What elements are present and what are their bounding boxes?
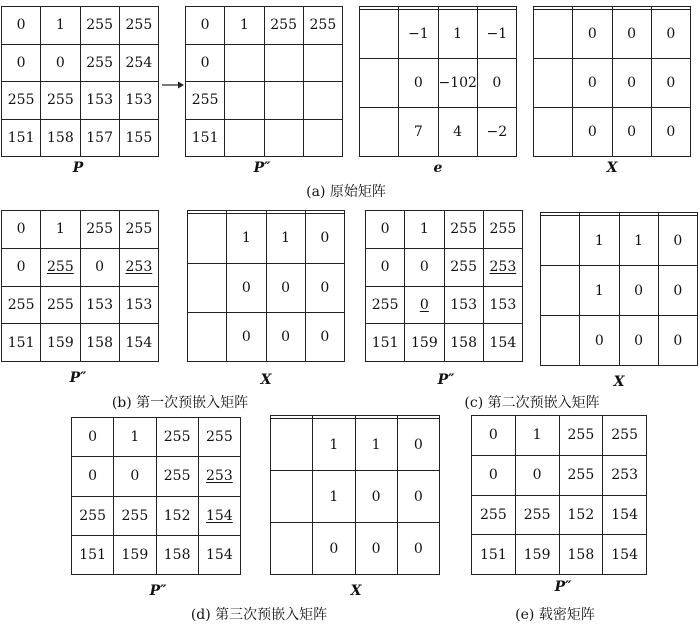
matrix-row [2,211,159,249]
matrix-cell [534,108,573,157]
matrix-row [472,495,647,535]
matrix-cell: 0 [515,455,559,495]
matrix-row [271,471,440,523]
matrix-cell: 0 [651,10,690,59]
matrix-row [541,216,698,266]
matrix-row [72,418,241,457]
matrix-cell: 4 [438,108,477,157]
matrix-cell [264,82,303,120]
matrix-cell [360,10,399,59]
matrix-cell: 151 [366,324,405,362]
matrix-row [366,211,523,249]
matrix-row [472,455,647,495]
matrix-cell: 255 [366,286,405,324]
matrix-row [186,7,343,45]
matrix-cell: 0 [658,266,697,316]
matrix-cell: 154 [603,535,647,575]
matrix-cell: 1 [41,7,80,45]
matrix-cell [264,119,303,157]
matrix-cell [541,316,580,366]
modified-value: 253 [206,468,233,485]
matrix-cell: 0 [619,266,658,316]
matrix-cell: 255 [186,82,225,120]
matrix-cell [303,44,342,82]
matrix-cell: 255 [41,82,80,120]
matrix-cell: 158 [156,535,198,574]
matrix-label-x: X [606,160,618,176]
matrix-row [2,7,159,45]
matrix-cell: 153 [80,286,119,324]
matrix-row [271,523,440,575]
matrix-cell: 255 [156,457,198,496]
matrix-cell [541,266,580,316]
matrix-cell [225,119,264,157]
matrix-cell: 0 [2,7,41,45]
matrix-cell: 0 [114,457,156,496]
matrix-cell [360,108,399,157]
matrix-row [360,10,517,59]
arrow-right-icon [162,75,184,94]
matrix-cell: −2 [477,108,516,157]
matrix-row [2,286,159,324]
matrix-cell: 0 [72,418,114,457]
matrix-cell: 1 [114,418,156,457]
matrix-cell: 255 [559,416,603,456]
matrix-row [186,44,343,82]
matrix-cell: 0 [397,471,439,523]
matrix-row [472,535,647,575]
matrix-row [72,457,241,496]
matrix-cell: 158 [41,119,80,157]
matrix-cell: 0 [41,44,80,82]
matrix-cell: 159 [41,324,80,362]
matrix-cell: 0 [2,211,41,249]
matrix-label-x: X [613,374,625,390]
matrix-row [534,59,691,108]
modified-value: 154 [206,507,233,524]
matrix-cell: 1 [580,216,619,266]
matrix-cell [188,312,227,361]
matrix-cell: 7 [399,108,438,157]
matrix-cell: 0 [305,263,344,312]
matrix-row [472,416,647,456]
matrix-label-x: X [260,372,272,388]
matrix-cell: 0 [573,59,612,108]
matrix-cell: 0 [651,108,690,157]
matrix-cell [271,471,313,523]
matrix-row [366,324,523,362]
matrix-row [72,496,241,535]
matrix-cell: 1 [227,214,266,263]
matrix-cell: 0 [612,59,651,108]
matrix-cell: 1 [41,211,80,249]
matrix-cell: 0 [658,216,697,266]
matrix-cell: 1 [438,10,477,59]
matrix-cell: 0 [658,316,697,366]
matrix-row [188,214,345,263]
matrix-cell: 0 [580,316,619,366]
matrix-label-p-double-prime: P″ [69,370,87,386]
matrix-cell [225,44,264,82]
matrix-cell: 0 [399,59,438,108]
caption-b: (b) 第一次预嵌入矩阵 [111,395,249,411]
matrix-cell: 0 [227,312,266,361]
matrix-cell: 154 [483,324,522,362]
matrix-cell: 1 [355,419,397,471]
matrix-cell: 159 [405,324,444,362]
matrix-cell: 1 [313,419,355,471]
matrix-cell: 153 [444,286,483,324]
matrix-row [188,263,345,312]
matrix-cell [303,82,342,120]
matrix-cell: 0 [266,312,305,361]
matrix-cell [405,286,444,324]
matrix-row [534,108,691,157]
matrix-x-initial [533,6,691,157]
matrix-row [72,535,241,574]
matrix-cell [264,44,303,82]
modified-value: 255 [47,259,74,276]
matrix-cell: 255 [444,211,483,249]
matrix-p-double-prime-first [1,210,159,362]
matrix-cell: 154 [198,535,240,574]
matrix-cell [188,263,227,312]
matrix-p-original [1,6,159,157]
matrix-cell [119,248,158,286]
matrix-cell [188,214,227,263]
matrix-row [534,10,691,59]
matrix-cell: −1 [477,10,516,59]
matrix-cell: 0 [186,7,225,45]
matrix-p-double-prime-stego [471,415,647,575]
matrix-cell: 0 [313,523,355,575]
matrix-cell: 1 [405,211,444,249]
matrix-cell: 1 [225,7,264,45]
matrix-cell: 153 [483,286,522,324]
matrix-cell: 255 [80,44,119,82]
matrix-cell [483,248,522,286]
matrix-cell: 0 [305,214,344,263]
matrix-cell: 255 [119,211,158,249]
matrix-cell: 0 [266,263,305,312]
matrix-label-e: e [433,160,443,176]
matrix-label-p-double-prime: P″ [437,372,455,388]
matrix-cell: 1 [515,416,559,456]
matrix-cell: 255 [603,416,647,456]
matrix-cell: 0 [2,44,41,82]
matrix-cell: 254 [119,44,158,82]
caption-a: (a) 原始矩阵 [306,184,386,200]
matrix-cell: 255 [72,496,114,535]
caption-c: (c) 第二次预嵌入矩阵 [464,395,600,411]
matrix-row [2,44,159,82]
caption-e: (e) 载密矩阵 [515,607,595,623]
matrix-label-x: X [350,583,362,599]
matrix-cell: 255 [515,495,559,535]
matrix-cell: 154 [119,324,158,362]
matrix-cell: 0 [612,10,651,59]
matrix-cell: 1 [580,266,619,316]
matrix-cell: 0 [397,419,439,471]
matrix-cell: 255 [119,7,158,45]
matrix-x-first [187,210,345,362]
matrix-cell: 255 [198,418,240,457]
matrix-row [360,59,517,108]
matrix-x-third [270,415,440,575]
matrix-row [2,248,159,286]
modified-value: 253 [489,259,517,276]
matrix-cell: 255 [472,495,516,535]
matrix-cell [534,59,573,108]
matrix-cell: 255 [264,7,303,45]
matrix-cell: 1 [266,214,305,263]
matrix-cell [271,523,313,575]
matrix-row [360,108,517,157]
matrix-row [366,286,523,324]
matrix-cell: 0 [612,108,651,157]
matrix-cell: 0 [573,10,612,59]
matrix-row [271,419,440,471]
matrix-cell: 158 [80,324,119,362]
matrix-cell [198,496,240,535]
matrix-cell: 255 [2,82,41,120]
matrix-cell: 0 [227,263,266,312]
matrix-cell: 255 [2,286,41,324]
matrix-row [188,312,345,361]
matrix-cell: 255 [483,211,522,249]
matrix-cell: 255 [559,455,603,495]
modified-value: 0 [419,296,429,313]
matrix-label-p: P [72,160,84,176]
matrix-e-prediction-error [359,6,517,157]
matrix-cell: 0 [366,248,405,286]
matrix-cell: 0 [2,248,41,286]
matrix-cell: 255 [303,7,342,45]
matrix-row [2,324,159,362]
matrix-cell: 255 [80,7,119,45]
matrix-cell: 153 [119,82,158,120]
caption-d: (d) 第三次预嵌入矩阵 [190,607,328,623]
matrix-cell: 0 [472,416,516,456]
matrix-cell: 159 [515,535,559,575]
matrix-cell: 0 [72,457,114,496]
matrix-cell: 151 [186,119,225,157]
matrix-cell: 0 [355,523,397,575]
matrix-label-p-double-prime: P″ [253,160,271,176]
matrix-row [186,82,343,120]
matrix-cell: 153 [80,82,119,120]
matrix-cell: 153 [119,286,158,324]
matrix-p-double-prime-second [365,210,523,362]
matrix-p-double-prime-third [71,417,241,575]
modified-value: 253 [125,259,153,276]
matrix-cell: 151 [2,119,41,157]
matrix-cell: 0 [397,523,439,575]
matrix-cell: 255 [156,418,198,457]
matrix-cell: 0 [651,59,690,108]
matrix-label-p-double-prime: P″ [554,579,572,595]
matrix-x-second [540,212,698,366]
matrix-cell: 1 [619,216,658,266]
matrix-cell: 159 [114,535,156,574]
matrix-cell [303,119,342,157]
matrix-cell: 158 [559,535,603,575]
matrix-cell: −1 [399,10,438,59]
matrix-row [2,82,159,120]
matrix-cell: 0 [366,211,405,249]
matrix-cell: 0 [80,248,119,286]
matrix-cell: 152 [156,496,198,535]
matrix-cell [198,457,240,496]
matrix-cell: 255 [80,211,119,249]
matrix-cell: 255 [41,286,80,324]
matrix-row [186,119,343,157]
matrix-cell: 151 [2,324,41,362]
matrix-cell: 253 [603,455,647,495]
matrix-cell [271,419,313,471]
matrix-cell [360,59,399,108]
matrix-cell: 155 [119,119,158,157]
matrix-label-p-double-prime: P″ [149,583,167,599]
matrix-cell [41,248,80,286]
matrix-cell: 1 [313,471,355,523]
matrix-cell: 151 [72,535,114,574]
matrix-cell: 0 [405,248,444,286]
matrix-p-double-prime-initial [185,6,343,157]
matrix-cell [541,216,580,266]
matrix-cell: 151 [472,535,516,575]
matrix-row [541,316,698,366]
matrix-cell: 0 [573,108,612,157]
matrix-cell: 255 [114,496,156,535]
matrix-cell: 0 [472,455,516,495]
matrix-cell: 0 [186,44,225,82]
matrix-cell: 255 [444,248,483,286]
matrix-cell: 0 [477,59,516,108]
matrix-cell [534,10,573,59]
matrix-cell: −102 [438,59,477,108]
matrix-cell: 0 [619,316,658,366]
matrix-row [366,248,523,286]
matrix-row [2,119,159,157]
matrix-cell: 0 [305,312,344,361]
matrix-cell: 158 [444,324,483,362]
matrix-cell: 152 [559,495,603,535]
matrix-cell: 154 [603,495,647,535]
matrix-cell: 157 [80,119,119,157]
matrix-cell: 0 [355,471,397,523]
matrix-cell [225,82,264,120]
matrix-row [541,266,698,316]
